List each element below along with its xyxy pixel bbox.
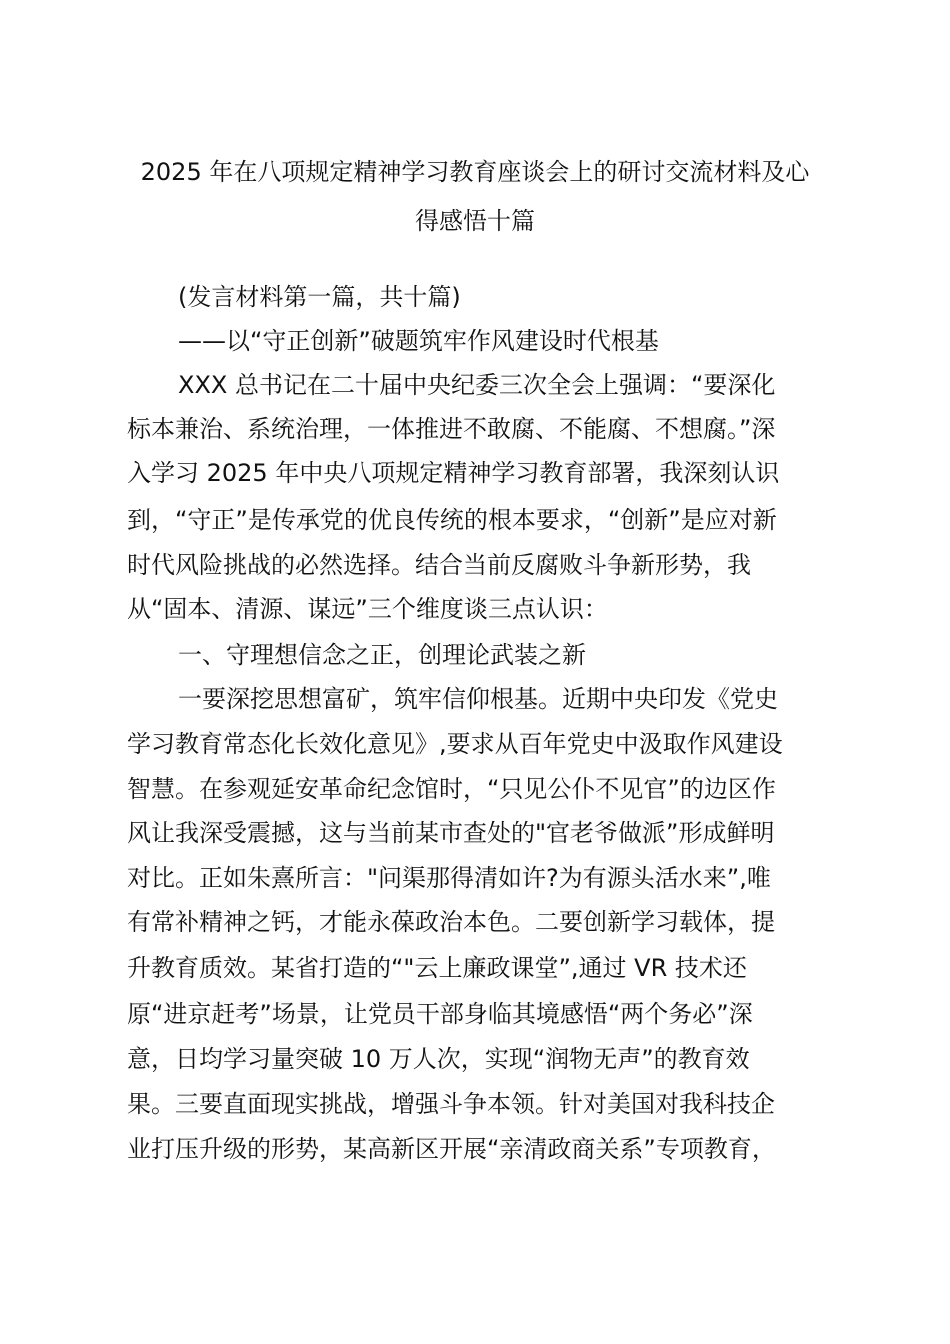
section-paragraph-line: 原“进京赶考”场景，让党员干部身临其境感悟“两个务必”深 — [127, 1000, 753, 1028]
section-paragraph-line: 对比。正如朱熹所言："问渠那得清如许?为有源头活水来”,唯 — [127, 864, 771, 892]
section-paragraph-line: 意，日均学习量突破 10 万人次，实现“润物无声”的教育效 — [127, 1045, 750, 1073]
document-theme: ——以“守正创新”破题筑牢作风建设时代根基 — [178, 327, 659, 355]
section-paragraph-line: 学习教育常态化长效化意见》,要求从百年党史中汲取作风建设 — [127, 730, 783, 758]
intro-paragraph-line: 时代风险挑战的必然选择。结合当前反腐败斗争新形势，我 — [127, 551, 751, 579]
intro-paragraph-line: 从“固本、清源、谋远”三个维度谈三点认识： — [127, 595, 608, 623]
section-paragraph-line: 一要深挖思想富矿，筑牢信仰根基。近期中央印发《党史 — [178, 685, 778, 713]
section-paragraph-line: 果。三要直面现实挑战，增强斗争本领。针对美国对我科技企 — [127, 1090, 775, 1118]
intro-paragraph-line: 标本兼治、系统治理，一体推进不敢腐、不能腐、不想腐。”深 — [127, 415, 776, 443]
document-subtitle: (发言材料第一篇，共十篇) — [178, 283, 461, 311]
section-paragraph-line: 风让我深受震撼，这与当前某市查处的"官老爷做派”形成鲜明 — [127, 819, 775, 847]
section-paragraph-line: 智慧。在参观延安革命纪念馆时，“只见公仆不见官”的边区作 — [127, 775, 776, 803]
intro-paragraph-line: 入学习 2025 年中央八项规定精神学习教育部署，我深刻认识 — [127, 459, 780, 487]
document-title-line-1: 2025 年在八项规定精神学习教育座谈会上的研讨交流材料及心 — [140, 158, 810, 186]
document-title-line-2: 得感悟十篇 — [415, 207, 535, 235]
section-heading: 一、守理想信念之正，创理论武装之新 — [178, 641, 586, 669]
intro-paragraph-line: 到，“守正”是传承党的优良传统的根本要求，“创新”是应对新 — [127, 506, 777, 534]
intro-paragraph-line: XXX 总书记在二十届中央纪委三次全会上强调：“要深化 — [178, 371, 776, 399]
section-paragraph-line: 升教育质效。某省打造的“"云上廉政课堂”,通过 VR 技术还 — [127, 954, 747, 982]
section-paragraph-line: 有常补精神之钙，才能永葆政治本色。二要创新学习载体，提 — [127, 908, 775, 936]
section-paragraph-line: 业打压升级的形势，某高新区开展“亲清政商关系”专项教育， — [127, 1135, 776, 1163]
